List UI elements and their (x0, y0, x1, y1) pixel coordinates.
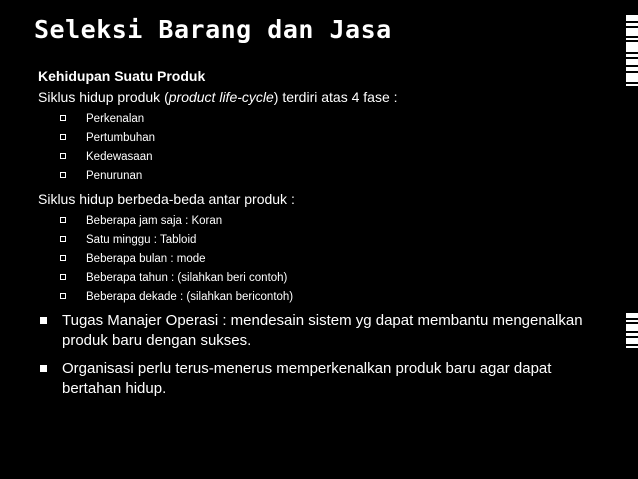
lifecycle-intro (38, 88, 628, 106)
square-bullet-icon (60, 153, 66, 159)
square-bullet-icon (60, 255, 66, 261)
intro-suffix: ) terdiri atas 4 fase : (273, 89, 398, 105)
square-bullet-icon (60, 236, 66, 242)
list-item-text: Tugas Manajer Operasi : mendesain sistem yg dapat membantu mengenalkan produk baru dengan sukses. (62, 312, 583, 349)
slide-content (38, 68, 628, 407)
square-bullet-icon (60, 217, 66, 223)
list-item (38, 269, 628, 288)
intro-italic: product life-cycle (168, 89, 274, 105)
square-bullet-icon (60, 134, 66, 140)
list-item-text: Beberapa jam saja : Koran (86, 215, 223, 227)
lifespan-list (38, 212, 628, 307)
list-item-text: Organisasi perlu terus-menerus memperkenalkan produk baru agar dapat bertahan hidup. (62, 360, 552, 397)
list-item-text: Kedewasaan (86, 151, 153, 163)
list-item (38, 250, 628, 269)
square-bullet-icon (60, 274, 66, 280)
phase-list (38, 110, 628, 186)
list-item-text: Pertumbuhan (86, 132, 156, 144)
list-item (38, 311, 602, 351)
square-bullet-icon (60, 293, 66, 299)
list-item (38, 167, 628, 186)
list-item (38, 148, 628, 167)
lifespan-intro: Siklus hidup berbeda-beda antar produk : (38, 191, 295, 207)
key-points-list (38, 311, 628, 399)
square-bullet-icon (60, 172, 66, 178)
list-item-text: Satu minggu : Tabloid (86, 234, 197, 246)
list-item-text: Penurunan (86, 170, 143, 182)
list-item (38, 129, 628, 148)
filled-square-bullet-icon (40, 365, 47, 372)
list-item-text: Perkenalan (86, 113, 145, 125)
list-item-text: Beberapa tahun : (silahkan beri contoh) (86, 272, 288, 284)
intro-prefix: Siklus hidup produk ( (38, 89, 169, 105)
section-heading: Kehidupan Suatu Produk (38, 68, 206, 84)
list-item (38, 231, 628, 250)
list-item (38, 110, 628, 129)
list-item (38, 212, 628, 231)
square-bullet-icon (60, 115, 66, 121)
list-item (38, 359, 602, 399)
list-item-text: Beberapa dekade : (silahkan bericontoh) (86, 291, 294, 303)
list-item (38, 288, 628, 307)
filled-square-bullet-icon (40, 317, 47, 324)
slide-title: Seleksi Barang dan Jasa (34, 15, 392, 44)
list-item-text: Beberapa bulan : mode (86, 253, 206, 265)
